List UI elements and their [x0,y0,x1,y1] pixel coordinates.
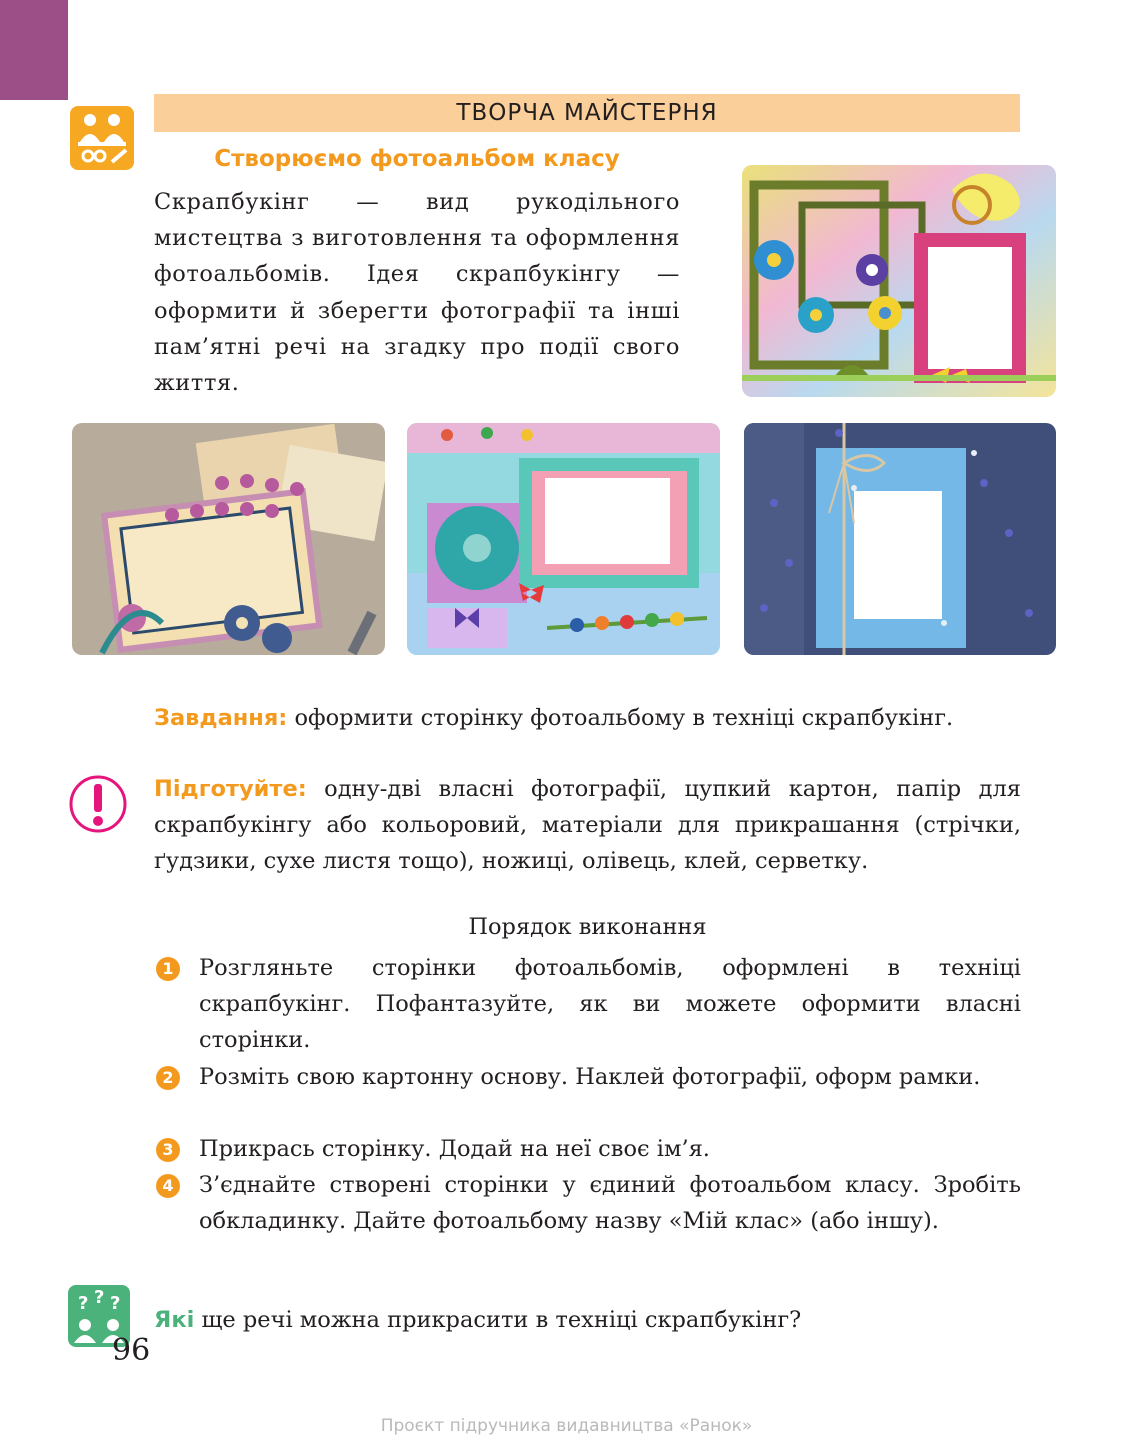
footer-watermark: Проєкт підручника видавництва «Ранок» [380,1416,753,1436]
step-item [154,950,1021,1059]
exclamation-icon [68,774,128,834]
question-label: Які [154,1307,195,1333]
svg-text:?: ? [110,1293,121,1314]
step-text: З’єднайте створені сторінки у єдиний фотоальбом класу. Зробіть обкладинку. Дайте фотоальбому назву «Мій клас» (або іншу). [199,1172,1021,1235]
step-text: Розміть свою картонну основу. Наклей фотографії, оформ рамки. [199,1064,981,1090]
task-paragraph [154,700,1021,736]
step-number-badge: 4 [156,1174,180,1198]
step-number-badge: 1 [156,957,180,981]
question-text: ще речі можна прикрасити в техніці скрапбукінг? [194,1307,802,1333]
scrapbook-photo-twine [744,423,1056,655]
prepare-label: Підготуйте: [154,776,307,802]
prepare-text: одну-дві власні фотографії, цупкий картон, папір для скрапбукінгу або кольоровий, матеріали для прикрашання (стрічки, ґудзики, сухе листя тощо), ножиці, олівець, клей, серветку. [154,776,1021,875]
section-banner: ТВОРЧА МАЙСТЕРНЯ [154,94,1020,132]
scrapbook-photo-buttons [407,423,720,655]
question-line [154,1302,1021,1338]
scrapbook-photo-vintage [72,423,385,655]
step-item [154,1167,1021,1239]
task-label: Завдання: [154,705,288,731]
section-title: Створюємо фотоальбом класу [214,146,620,172]
step-number-badge: 3 [156,1138,180,1162]
step-text: Розгляньте сторінки фотоальбомів, оформлені в техніці скрапбукінг. Пофантазуйте, як ви можете оформити власні сторінки. [199,955,1021,1054]
task-text: оформити сторінку фотоальбому в техніці скрапбукінг. [287,705,954,731]
step-item [154,1059,1021,1095]
step-text: Прикрась сторінку. Додай на неї своє ім’я. [199,1136,710,1162]
svg-text:?: ? [78,1293,89,1314]
step-item [154,1131,1021,1167]
intro-paragraph: Скрапбукінг — вид рукодільного мистецтва з виготовлення та оформлення фотоальбомів. Ідея скрапбукінгу — оформити й зберегти фотографії та інші пам’ятні речі на згадку про події свого життя. [154,189,680,397]
scrapbook-photo-flowers [742,165,1056,397]
prepare-paragraph [154,771,1021,880]
svg-text:?: ? [94,1287,105,1308]
step-number-badge: 2 [156,1066,180,1090]
page-number: 96 [112,1333,151,1368]
steps-heading: Порядок виконання [468,914,707,940]
page-corner-tab [0,0,68,100]
creative-workshop-icon [70,106,134,170]
